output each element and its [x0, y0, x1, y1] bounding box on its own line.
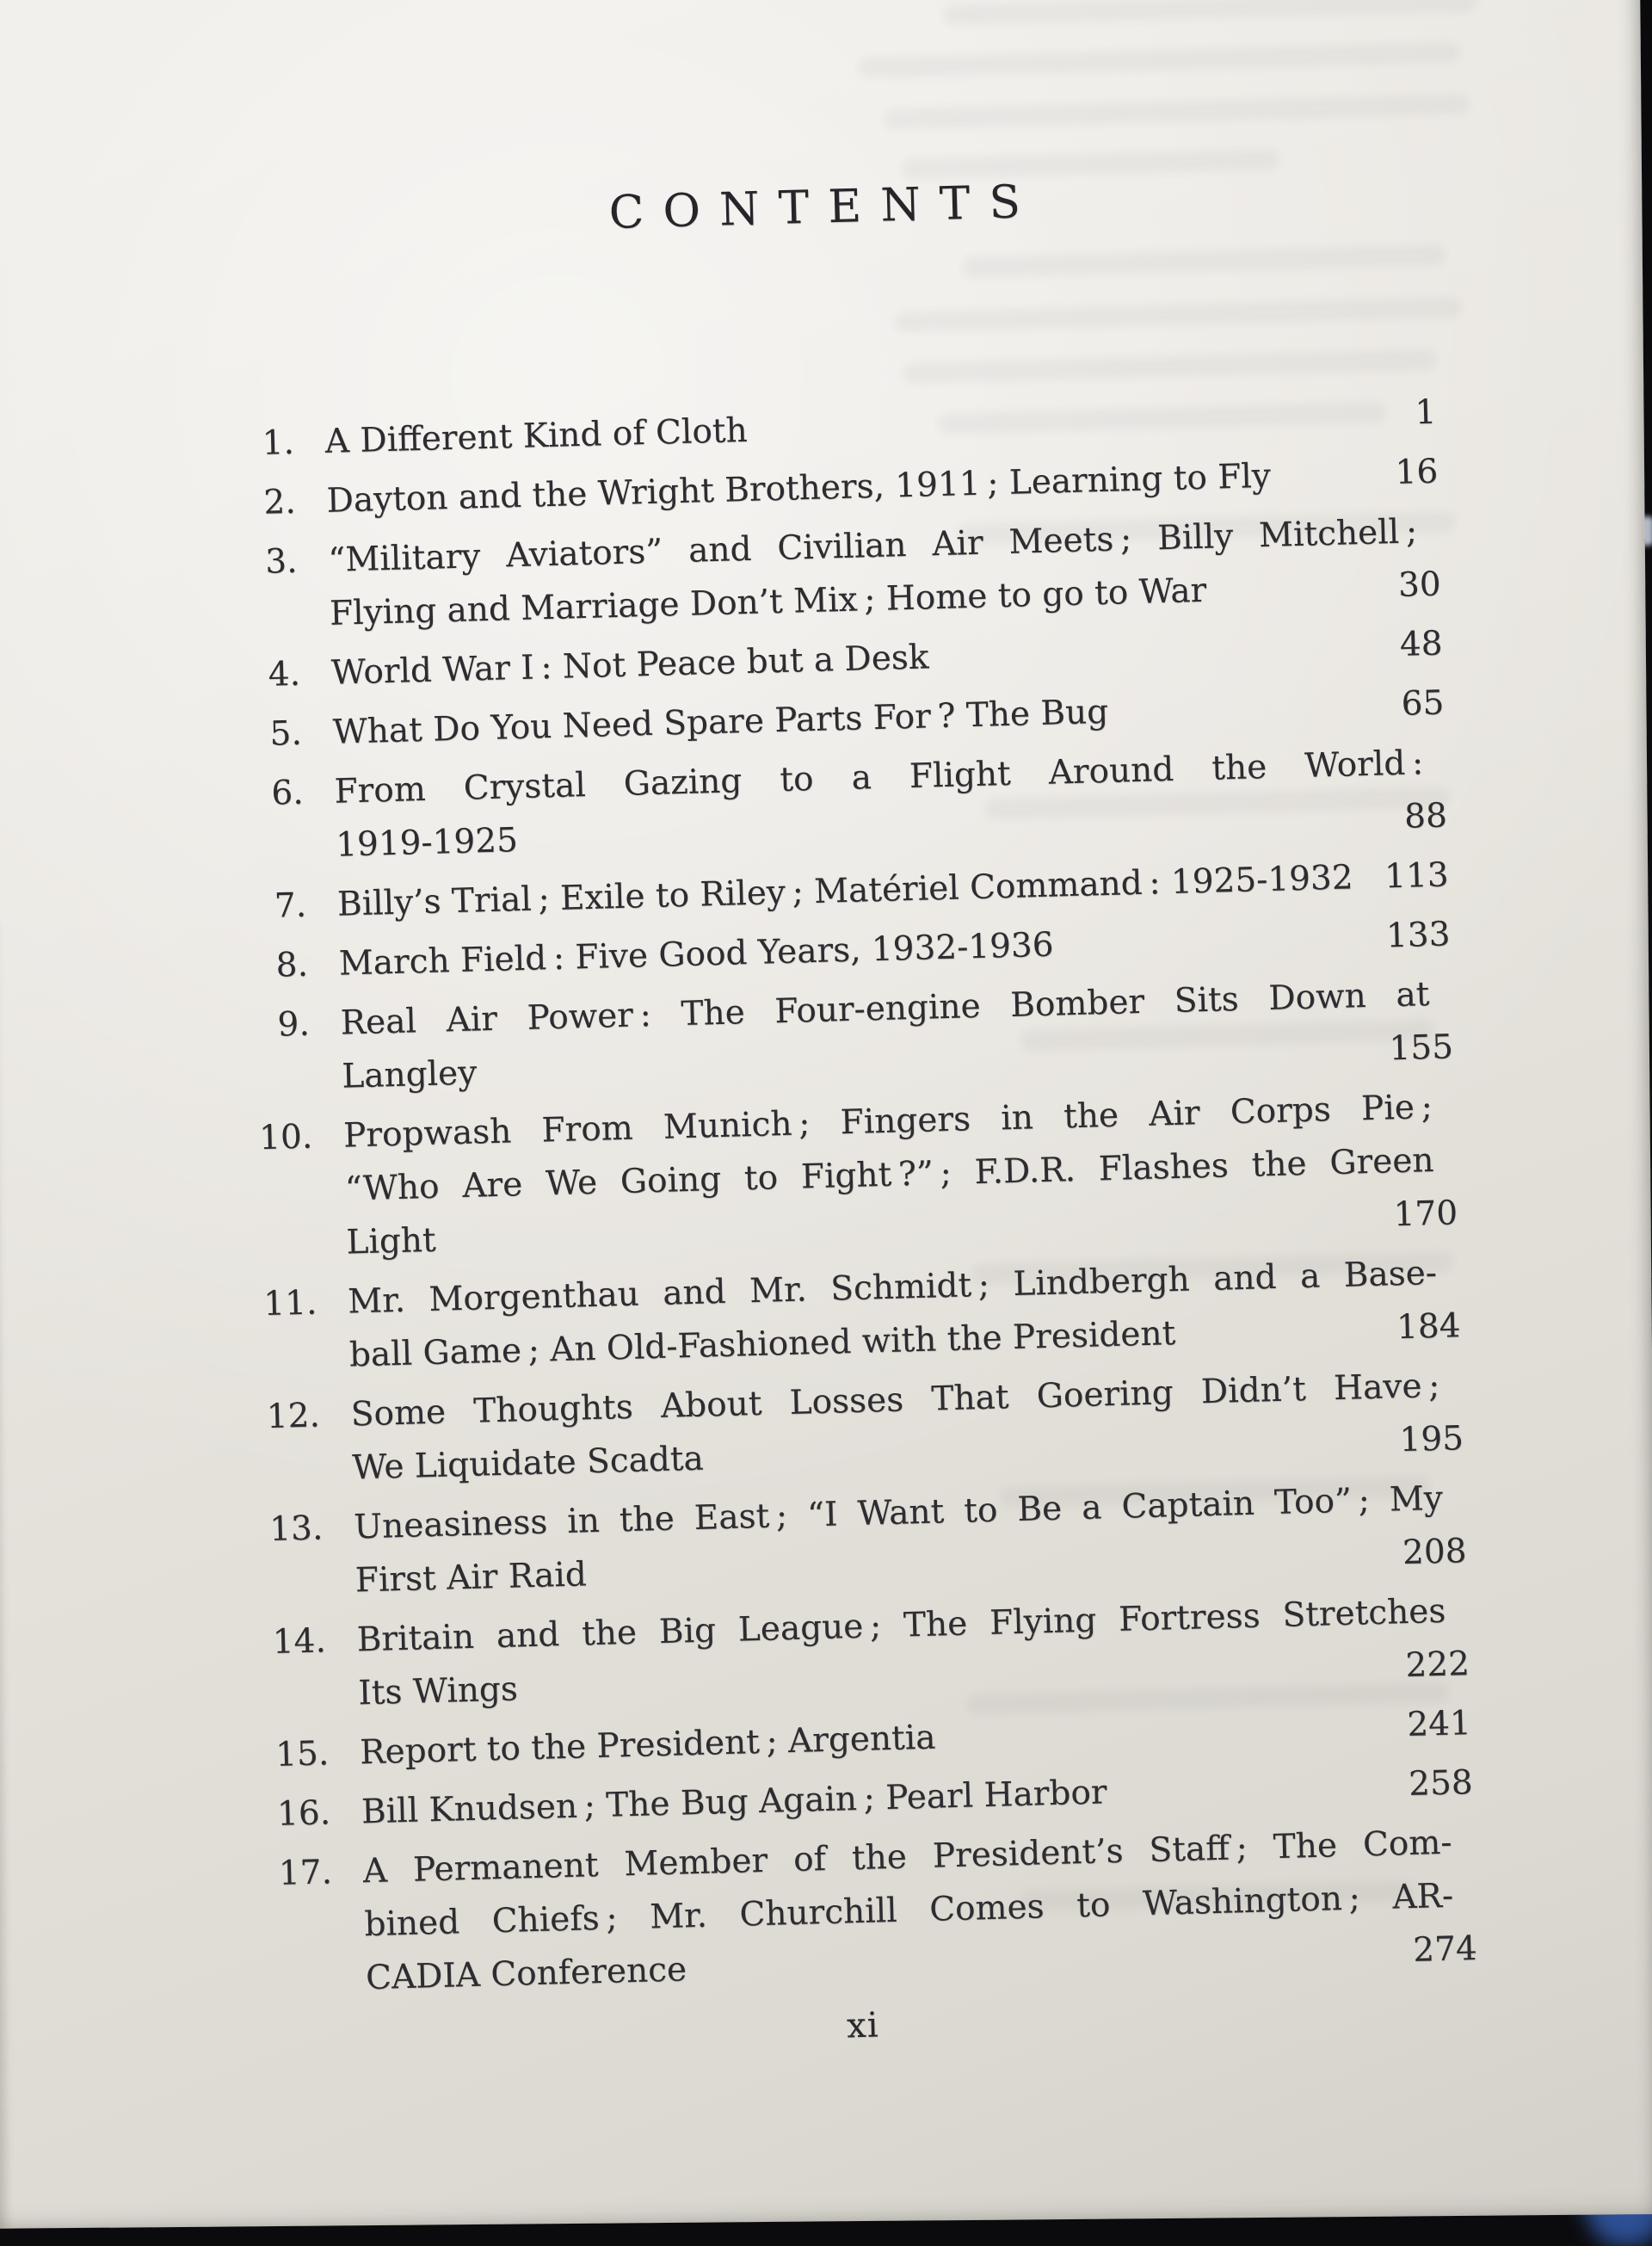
chapter-title-line: Real Air Power : The Four-engine Bomber Sits Down at [340, 975, 1430, 1043]
chapter-title [350, 1360, 1442, 1496]
chapter-title-line: Dayton and the Wright Brothers, 1911 ; Learning to Fly [326, 456, 1272, 521]
chapter-title-line: Billy’s Trial ; Exile to Riley ; Matériel Command : 1925-1932 [336, 858, 1354, 924]
chapter-number: 11. [262, 1283, 317, 1324]
chapter-title-line: Its Wings [357, 1669, 519, 1713]
chapter-title-line: What Do You Need Spare Parts For ? The Bug [332, 692, 1109, 752]
chapter-title-line: March Field : Five Good Years, 1932-1936 [338, 925, 1055, 984]
table-of-contents [204, 386, 1478, 2008]
chapter-title [353, 1472, 1445, 1608]
chapter-number: 15. [274, 1734, 330, 1774]
chapter-title-line: Bill Knudsen ; The Bug Again ; Pearl Harbor [361, 1773, 1108, 1832]
chapter-number: 2. [262, 482, 297, 522]
chapter-title [342, 1081, 1435, 1270]
chapter-number: 13. [268, 1509, 324, 1550]
chapter-title [356, 1585, 1448, 1721]
chapter-title-line: ball Game ; An Old-Fashioned with the President [348, 1314, 1176, 1375]
chapter-title-line: “Military Aviators” and Civilian Air Meets ; Billy Mitchell ; [327, 512, 1418, 580]
page-number: 16 [1394, 452, 1439, 492]
page-number: 133 [1385, 915, 1452, 956]
page-number: 88 [1403, 796, 1448, 836]
chapter-title-line: Britain and the Big League ; The Flying Fortress Stretches [356, 1591, 1446, 1660]
chapter-title-line: Report to the President ; Argentia [359, 1718, 937, 1773]
chapter-title-line: World War I : Not Peace but a Desk [330, 638, 930, 693]
toc-entry [222, 1080, 1458, 1273]
chapter-title-line: Langley [341, 1053, 478, 1096]
chapter-title-line: We Liquidate Scadta [351, 1439, 705, 1488]
chapter-number: 14. [272, 1621, 327, 1662]
page-number: 184 [1396, 1306, 1462, 1348]
chapter-number: 7. [274, 885, 307, 926]
chapter-number: 9. [276, 1004, 311, 1045]
folio-page-number: xi [846, 2005, 880, 2046]
page-number: 195 [1398, 1419, 1464, 1460]
page-number: 258 [1408, 1763, 1474, 1805]
chapter-title-line: bined Chiefs ; Mr. Churchill Comes to Washington ; AR- [363, 1876, 1454, 1945]
chapter-title-line: Mr. Morgenthau and Mr. Schmidt ; Lindbergh and a Base- [347, 1253, 1438, 1322]
chapter-title [334, 737, 1426, 873]
page-title: CONTENTS [607, 175, 1040, 240]
chapter-title [328, 505, 1420, 641]
page-number: 65 [1401, 683, 1445, 724]
chapter-number: 4. [268, 654, 301, 694]
chapter-number: 10. [258, 1117, 313, 1158]
chapter-number: 16. [276, 1793, 331, 1834]
chapter-title-line: Light [345, 1220, 437, 1262]
chapter-title-line: A Different Kind of Cloth [324, 410, 749, 461]
chapter-title-line: “Who Are We Going to Fight ?” ; F.D.R. Flashes the Green [344, 1141, 1435, 1209]
chapter-title-line: CADIA Conference [365, 1950, 687, 1998]
chapter-number: 17. [278, 1853, 333, 1893]
page-number: 113 [1384, 855, 1450, 897]
chapter-title-line: 1919-1925 [335, 821, 519, 865]
chapter-title-line: Uneasiness in the East ; “I Want to Be a Captain Too” ; My [353, 1478, 1444, 1547]
chapter-title-line: Some Thoughts About Losses That Goering Didn’t Have ; [350, 1366, 1440, 1435]
chapter-title [348, 1247, 1439, 1383]
chapter-number: 8. [275, 945, 309, 985]
chapter-title [340, 968, 1432, 1104]
chapter-number: 12. [266, 1396, 321, 1437]
chapter-title-line: From Crystal Gazing to a Flight Around the World : [334, 744, 1424, 811]
page-number: 241 [1406, 1704, 1472, 1745]
chapter-title-line: Propwash From Munich ; Fingers in the Air Corps Pie ; [342, 1088, 1433, 1156]
chapter-title [362, 1817, 1455, 2006]
page-number: 274 [1412, 1928, 1478, 1970]
page-number: 1 [1414, 392, 1437, 433]
chapter-title-line: Flying and Marriage Don’t Mix ; Home to go to War [329, 571, 1207, 633]
gutter-shadow [0, 922, 16, 2228]
chapter-number: 1. [262, 423, 295, 463]
chapter-title-line: A Permanent Member of the President’s Staff ; The Com- [362, 1823, 1453, 1891]
page-number: 208 [1402, 1532, 1468, 1573]
page-number: 30 [1397, 565, 1442, 605]
chapter-title-line: First Air Raid [354, 1555, 588, 1601]
page-number: 170 [1393, 1194, 1458, 1235]
printed-content [198, 165, 1479, 2062]
chapter-number: 3. [264, 541, 299, 582]
page-number: 222 [1404, 1644, 1470, 1686]
toc-entry [242, 1816, 1477, 2008]
page-number: 155 [1388, 1027, 1454, 1069]
chapter-number: 5. [268, 713, 303, 754]
chapter-number: 6. [270, 773, 305, 813]
page-number: 48 [1399, 624, 1444, 664]
